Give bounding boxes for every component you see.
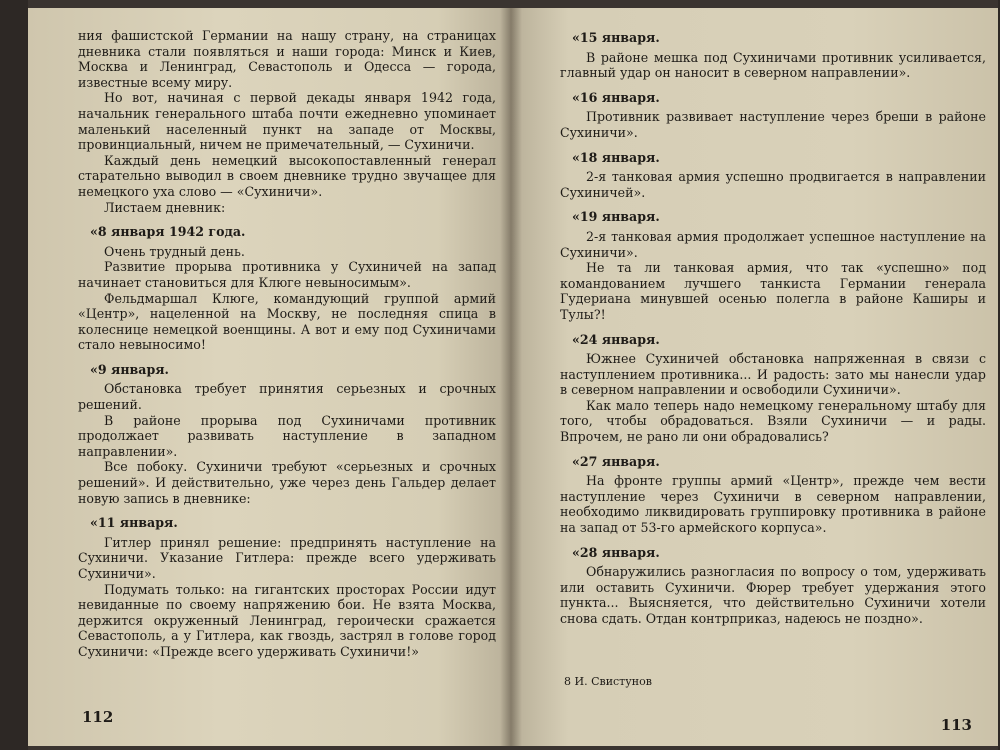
left-page-body [78,28,496,660]
diary-date-heading: «24 января. [572,331,660,347]
paragraph: Но вот, начиная с первой декады января 1942 года, начальник генерального штаба почти ежедневно упоминает маленький населенный пункт на западе от Москвы, провинциальный, ничем не примечательный, — Сухиничи. [78,90,496,153]
paragraph: Каждый день немецкий высокопоставленный генерал старательно выводил в своем дневнике трудно звучащее для немецкого уха слово — «Сухиничи». [78,152,496,199]
paragraph: ния фашистской Германии на нашу страну, на страницах дневника стали появляться и наши города: Минск и Киев, Москва и Ленинград, Севастополь и Одесса — города, известные всему миру. [78,28,496,90]
paragraph: Обстановка требует принятия серьезных и срочных решений. [78,381,496,413]
paragraph: Листаем дневник: [104,199,226,215]
paragraph: Обнаружились разногласия по вопросу о том, удерживать или оставить Сухиничи. Фюрер требует удержания этого пункта... Выясняется, что действительно Сухиничи хотели снова сдать. Отдан контрприказ, надеюсь не поздно». [560,564,986,626]
diary-date-heading: «8 января 1942 года. [90,224,246,240]
paragraph: Развитие прорыва противника у Сухиничей на запад начинает становиться для Клюге невыносимым». [78,259,496,290]
paragraph: Все побоку. Сухиничи требуют «серьезных и срочных решений». И действительно, уже через день Гальдер делает новую запись в дневнике: [78,459,496,506]
paragraph: Как мало теперь надо немецкому генеральному штабу для того, чтобы обрадоваться. Взяли Сухиничи — и рады. Впрочем, не рано ли они обрадовались? [560,397,986,445]
diary-date-heading: «28 января. [572,544,660,560]
diary-date-heading: «19 января. [572,209,660,225]
diary-date-heading: «15 января. [572,30,660,45]
diary-date-heading: «9 января. [90,361,169,377]
diary-date-heading: «18 января. [572,149,660,165]
left-page-number: 112 [82,708,114,726]
diary-date-heading: «27 января. [572,453,660,469]
paragraph: Очень трудный день. [104,243,245,259]
book-edge-left [0,0,28,750]
book-gutter [500,8,522,746]
paragraph: 2-я танковая армия продолжает успешное наступление на Сухиничи». [560,228,986,260]
paragraph: Подумать только: на гигантских просторах России идут невиданные по своему напряжению бои. Не взята Москва, держится окруженный Ленинград, героически сражается Севастополь, а у Гитлера, как гвоздь, застрял в голове город Сухиничи: «Прежде всего удерживать Сухиничи!» [78,581,496,659]
paragraph: Южнее Сухиничей обстановка напряженная в связи с наступлением противника... И радость: зато мы нанесли удар в северном направлении и освободили Сухиничи». [560,351,986,398]
paragraph: 2-я танковая армия успешно продвигается в направлении Сухиничей». [560,169,986,200]
paragraph: Противник развивает наступление через бреши в районе Сухиничи». [560,109,986,140]
paragraph: Фельдмаршал Клюге, командующий группой армий «Центр», нацеленной на Москву, не последняя спица в колеснице немецкой военщины. А вот и ему под Сухиничами стало невыносимо! [78,290,496,353]
right-page-number: 113 [940,716,972,734]
left-page [28,8,510,746]
signature-mark: 8 И. Свистунов [564,675,652,688]
paragraph: Гитлер принял решение: предпринять наступление на Сухиничи. Указание Гитлера: прежде всего удерживать Сухиничи». [78,534,496,581]
right-page [510,8,998,746]
paragraph: На фронте группы армий «Центр», прежде чем вести наступление через Сухиничи в северном направлении, необходимо ликвидировать группировку противника в районе на запад от 53-го армейского корпуса». [560,473,986,536]
paragraph: В районе прорыва под Сухиничами противник продолжает развивать наступление в западном направлении». [78,412,496,459]
right-page-body [560,30,986,627]
paragraph: В районе мешка под Сухиничами противник усиливается, главный удар он наносит в северном направлении». [560,49,986,81]
paragraph: Не та ли танковая армия, что так «успешно» под командованием лучшего танкиста Германии генерала Гудериана минувшей осенью полегла в районе Каширы и Тулы?! [560,260,986,322]
diary-date-heading: «16 января. [572,89,660,105]
diary-date-heading: «11 января. [90,515,178,531]
